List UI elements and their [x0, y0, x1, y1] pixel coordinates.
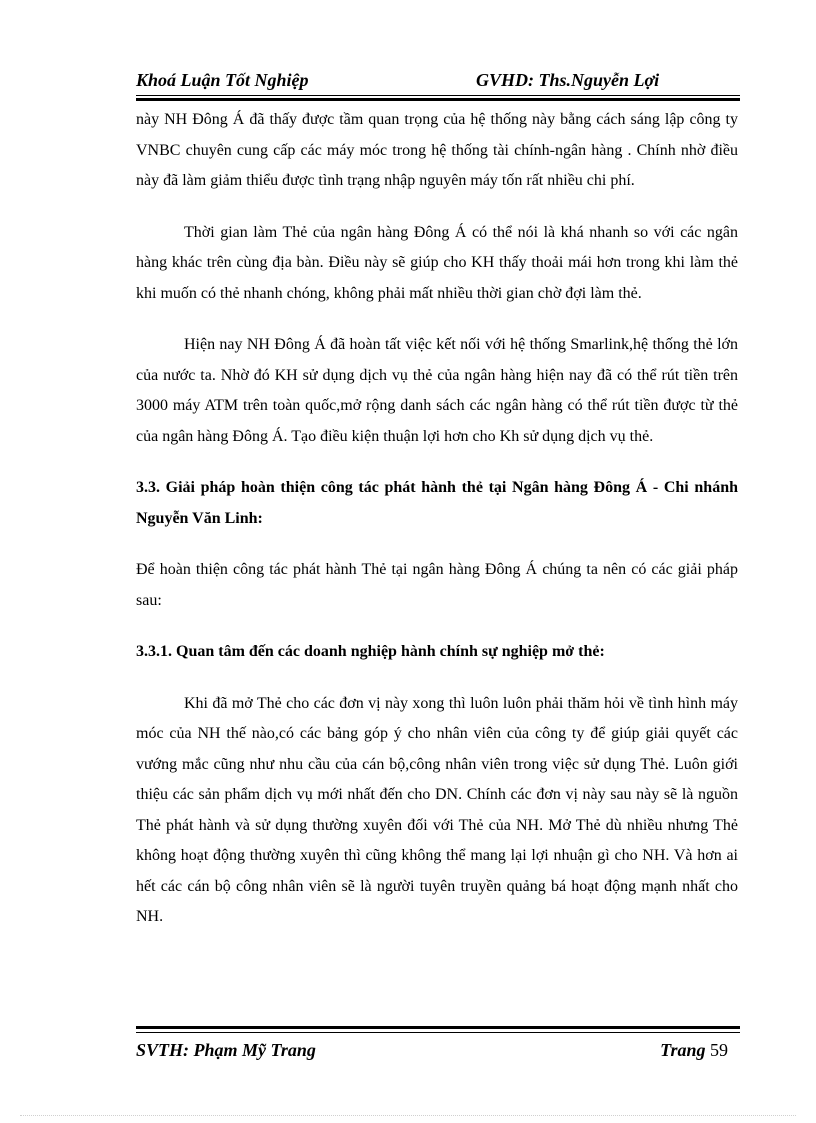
paragraph-card-time: Thời gian làm Thẻ của ngân hàng Đông Á có thể nói là khá nhanh so với các ngân hàng khác trên cùng địa bàn. Điều này sẽ giúp cho KH thấy thoải mái hơn trong khi làm thẻ khi muốn có thẻ nhanh chóng, không phải mất nhiều thời gian chờ đợi làm thẻ. — [136, 223, 738, 302]
paragraph-solutions-intro: Để hoàn thiện công tác phát hành Thẻ tại ngân hàng Đông Á chúng ta nên có các giải pháp sau: — [136, 561, 738, 609]
header-rule-thin — [136, 95, 740, 96]
advisor-name: GVHD: Ths.Nguyễn Lợi — [476, 70, 660, 90]
page-label: Trang — [660, 1040, 706, 1060]
header-rule-thick — [136, 98, 740, 101]
footer-rule-thin — [136, 1032, 740, 1033]
footer-rule-thick — [136, 1026, 740, 1029]
section-heading-3-3-1: 3.3.1. Quan tâm đến các doanh nghiệp hành chính sự nghiệp mở thẻ: — [136, 643, 605, 660]
page-edge — [20, 1115, 796, 1116]
student-name: SVTH: Phạm Mỹ Trang — [136, 1040, 316, 1060]
paragraph-smartlink: Hiện nay NH Đông Á đã hoàn tất việc kết nối với hệ thống Smarlink,hệ thống thẻ lớn của nước ta. Nhờ đó KH sử dụng dịch vụ thẻ của ngân hàng hiện nay đã có thể rút tiền trên 3000 máy ATM trên toàn quốc,mở rộng danh sách các ngân hàng có thể rút tiền được từ thẻ của ngân hàng Đông Á. Tạo điều kiện thuận lợi hơn cho Kh sử dụng dịch vụ thẻ. — [136, 336, 738, 445]
paragraph-enterprises: Khi đã mở Thẻ cho các đơn vị này xong thì luôn luôn phải thăm hỏi về tình hình máy móc của NH thế nào,có các bảng góp ý cho nhân viên của công ty để giúp giải quyết các vướng mắc cũng như nhu cầu của cán bộ,công nhân viên trong việc sử dụng Thẻ. Luôn giới thiệu các sản phẩm dịch vụ mới nhất đến cho DN. Chính các đơn vị này sau này sẽ là nguồn Thẻ phát hành và sử dụng thường xuyên đối với Thẻ của NH. Mở Thẻ dù nhiều nhưng Thẻ không hoạt động thường xuyên thì cũng không thể mang lại lợi nhuận gì cho NH. Và hơn ai hết các cán bộ công nhân viên sẽ là người tuyên truyền quảng bá hoạt động mạnh nhất cho NH. — [136, 694, 738, 925]
page-header — [136, 70, 740, 92]
paragraph-vnbc: này NH Đông Á đã thấy được tầm quan trọng của hệ thống này bằng cách sáng lập công ty VNBC chuyên cung cấp các máy móc trong hệ thống tài chính-ngân hàng . Chính nhờ điều này đã làm giảm thiểu được tình trạng nhập nguyên máy tốn rất nhiều chi phí. — [136, 111, 738, 189]
page-body — [136, 105, 738, 933]
section-heading-3-3: 3.3. Giải pháp hoàn thiện công tác phát hành thẻ tại Ngân hàng Đông Á - Chi nhánh Nguyễn Văn Linh: — [136, 479, 738, 527]
page-number-block — [660, 1040, 728, 1061]
page-number: 59 — [710, 1040, 728, 1060]
thesis-title: Khoá Luận Tốt Nghiệp — [136, 70, 309, 90]
page-footer — [136, 1040, 740, 1062]
